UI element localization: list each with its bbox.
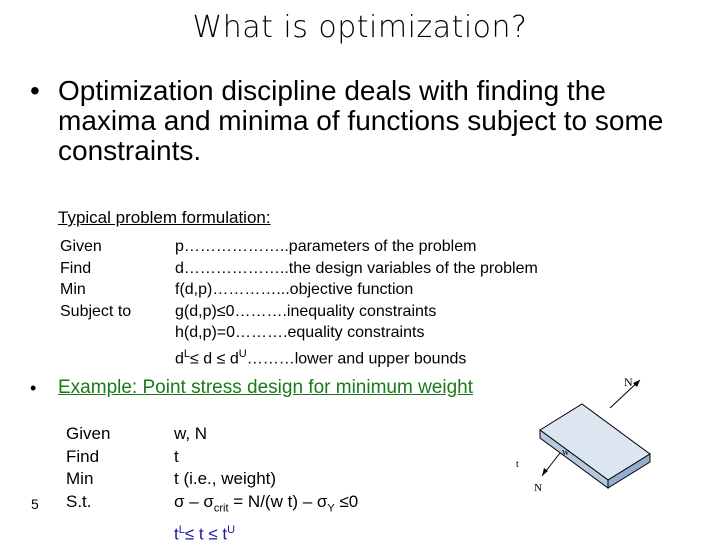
label-subject-to: Subject to (60, 302, 132, 320)
line-parameters: p………………..parameters of the problem (175, 238, 477, 255)
label-n-bottom: N (534, 482, 542, 494)
slide-title: What is optimization? (192, 10, 528, 45)
plate-figure (500, 370, 660, 500)
formulation-labels (60, 236, 131, 322)
label-min: Min (60, 281, 86, 298)
label-given: Given (60, 238, 102, 255)
example-constraint: $\sigma - \sigma_{crit} = N/(w$ $t) - \sigma_Y \le 0$ (174, 491, 359, 514)
example-label-given: Given (66, 424, 111, 443)
formulation-heading: Typical problem formulation: (58, 208, 271, 227)
example-given-value: w, N (174, 424, 208, 443)
label-n-top: N (624, 375, 633, 389)
label-t: t (516, 459, 519, 470)
example-label-find: Find (66, 446, 100, 466)
example-heading: Example: Point stress design for minimum weight (58, 377, 473, 398)
bullet2-marker: • (30, 378, 37, 398)
line-inequality: g(d,p)≤0……….inequality constraints (175, 302, 437, 320)
example-labels (66, 423, 110, 513)
example-find-value: t (174, 446, 179, 466)
label-find: Find (60, 259, 92, 277)
formulation-lines (175, 236, 538, 369)
example-bounds: $t^L\le t \le t^U$ (174, 524, 236, 545)
example-min-value: t (i.e., weight) (174, 469, 277, 488)
line-equality: h(d,p)=0……….equality constraints (175, 324, 425, 341)
line-design-variables: d………………..the design variables of the problem (175, 259, 538, 277)
line-bounds: $d^L\le d$ ≤ $d^U\dots\dots\dots lower$ and upper bounds (175, 347, 467, 367)
example-values (174, 423, 358, 547)
example-label-min: Min (66, 469, 94, 488)
label-w: w (562, 447, 570, 458)
page-number: 5 (31, 496, 39, 512)
line-objective: f(d,p)…………...objective function (175, 281, 414, 298)
bullet-text: Optimization discipline deals with finding the maxima and minima of functions subject to some constraints. (58, 75, 664, 166)
example-label-st: S.t. (66, 491, 92, 511)
bullet-marker: • (30, 75, 40, 106)
